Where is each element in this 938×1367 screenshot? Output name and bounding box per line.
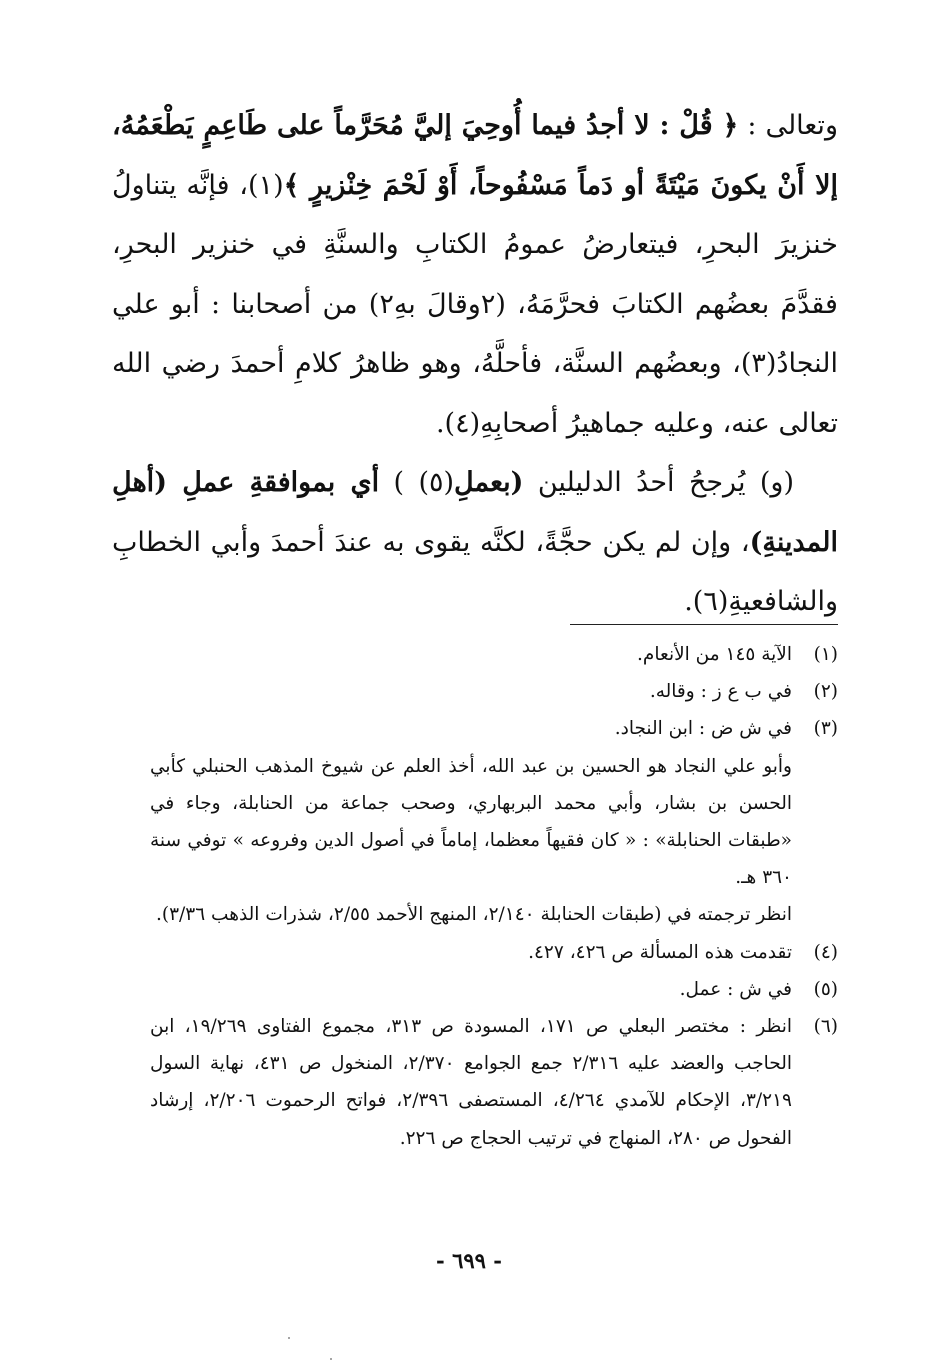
footnote-text [150,934,792,971]
footnote-3 [150,710,838,933]
matn-text: (بعملِ [454,467,524,498]
footnote-number: (٣) [813,718,838,740]
text-segment: (٥) ) [379,467,455,498]
footnote-number: (١) [813,644,838,665]
footnotes [150,636,838,1157]
footnote-line: وأبو علي النجاد هو الحسين بن عبد الله، أخذ العلم عن شيوخ المذهب الحنبلي كأبي الحسن بن بشار، وأبي محمد البربهاري، وصحب جماعة من الحنابلة، وجاء في «طبقات الحنابلة» : « كان فقيهاً معظما، إماماً في أصول الدين وفروعه » توفي سنة ٣٦٠ هـ. [150,755,792,889]
footnote-line: تقدمت هذه المسألة ص ٤٢٦، ٤٢٧. [528,941,792,963]
footnote-text [150,1008,792,1157]
footnote-text [150,710,792,933]
footnote-line: انظر ترجمته في (طبقات الحنابلة ٢/١٤٠، المنهج الأحمد ٢/٥٥، شذرات الذهب ٣/٣٦). [156,904,792,926]
footnote-number: (٥) [813,978,838,1000]
footnote-5 [150,971,838,1008]
scan-speck [330,1358,332,1360]
footnote-1 [150,636,838,673]
matn-text: أي بموافقةِ عملِ (أهلِ المدينةِ) [112,467,838,558]
footnote-6 [150,1008,838,1157]
paragraph-2 [112,453,838,632]
paragraph-1 [112,96,838,453]
footnote-line: الآية ١٤٥ من الأنعام. [637,644,792,665]
footnote-line: في ش ض : ابن النجاد. [614,718,792,740]
footnote-line: في ب ع ز : وقاله. [649,681,792,703]
scan-speck [288,1337,290,1339]
text-segment: ، وإن لم يكن حجَّةً، لكنَّه يقوى به عندَ أحمدَ وأبي الخطابِ والشافعيةِ(٦). [112,526,838,617]
text-segment: (و) يُرجحُ أحدُ الدليلين [523,467,794,498]
footnote-divider [570,624,838,625]
footnote-text [150,673,792,710]
footnote-2 [150,673,838,710]
text-segment: وتعالى : [738,110,838,141]
footnote-number: (٦) [813,1016,838,1038]
quran-verse: ﴿ قُلْ : لا أجدُ فيما أُوحِيَ إليَّ مُحَرَّماً على طَاعِمٍ يَطْعَمُهُ، إلا أَنْ يكونَ مَيْتَةً أو دَماً مَسْفُوحاً، أَوْ لَحْمَ خِنْزيرٍ ﴾ [112,110,838,201]
footnote-text [150,971,792,1008]
text-segment: (١)، فإنَّه يتناولُ خنزيرَ البحرِ، فيتعارضُ عمومُ الكتابِ والسنَّةِ في خنزير البحرِ، فقدَّمَ بعضُهم الكتابَ فحرَّمَهُ، (٢وقالَ بهِ٢) من أصحابنا : أبو علي النجادُ(٣)، وبعضُهم السنَّة، فأحلَّهُ، وهو ظاهرُ كلامِ أحمدَ رضي الله تعالى عنه، وعليه جماهيرُ أصحابِهِ(٤). [112,169,838,439]
page-number: - ٦٩٩ - [436,1248,502,1273]
footnote-line: انظر : مختصر البعلي ص ١٧١، المسودة ص ٣١٣، مجموع الفتاوى ١٩/٢٦٩، ابن الحاجب والعضد عليه ٢/٣١٦ جمع الجوامع ٢/٣٧٠، المنخول ص ٤٣١، نهاية السول ٣/٢١٩، الإحكام للآمدي ٤/٢٦٤، المستصفى ٢/٣٩٦، فواتح الرحموت ٢/٢٠٦، إرشاد الفحول ص ٢٨٠، المنهاج في ترتيب الحجاج ص ٢٢٦. [150,1016,793,1149]
footnote-text [150,636,792,673]
footnote-4 [150,934,838,971]
main-text [112,96,838,632]
footnote-number: (٢) [813,681,838,703]
footnote-line: في ش : عمل. [679,978,792,1000]
footnote-number: (٤) [813,941,838,963]
